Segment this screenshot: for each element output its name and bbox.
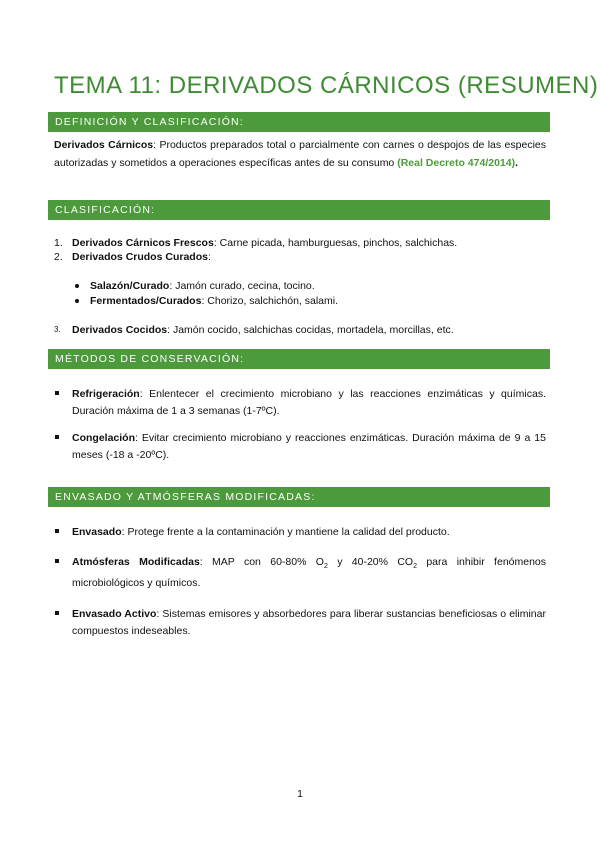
list-item-term: Refrigeración — [72, 388, 140, 400]
bullet-icon — [55, 529, 59, 533]
list-item — [72, 524, 546, 541]
list-item — [72, 554, 546, 592]
section-heading-conservacion: MÉTODOS DE CONSERVACIÓN: — [48, 349, 550, 369]
bullet-icon — [55, 559, 59, 563]
bullet-icon — [75, 284, 79, 288]
subscript: 2 — [323, 563, 328, 571]
list-number: 2. — [54, 251, 63, 263]
list-item-text: : — [207, 251, 211, 263]
sub-item-text: : Jamón curado, cecina, tocino. — [169, 280, 315, 292]
list-item-text: : Protege frente a la contaminación y mantiene la calidad del producto. — [121, 526, 450, 538]
list-item-term: Atmósferas Modificadas — [72, 556, 200, 568]
list-number: 3. — [54, 325, 61, 334]
list-item-text: : Sistemas emisores y absorbedores para liberar sustancias beneficiosas o eliminar compuestos indeseables. — [72, 608, 546, 637]
list-item — [72, 323, 454, 337]
definicion-end: . — [515, 157, 519, 169]
definicion-paragraph — [54, 136, 546, 172]
list-item-text: : Carne picada, hamburguesas, pinchos, salchichas. — [213, 237, 458, 249]
list-item-text: : Evitar crecimiento microbiano y reacciones enzimáticas. Duración máxima de 9 a 15 meses (-18 a -20ºC). — [72, 432, 546, 461]
list-item-term: Derivados Cárnicos Frescos — [72, 237, 214, 249]
page-number: 1 — [297, 788, 303, 800]
definicion-reference: (Real Decreto 474/2014) — [397, 157, 516, 169]
list-item — [72, 236, 457, 250]
sub-item-term: Fermentados/Curados — [90, 295, 202, 307]
list-item — [72, 250, 211, 264]
bullet-icon — [75, 299, 79, 303]
list-item-text: para inhibir fenómenos microbiológicos y químicos. — [72, 556, 547, 590]
list-item-term: Derivados Cocidos — [72, 324, 168, 336]
list-item — [72, 606, 546, 640]
list-item — [72, 430, 546, 464]
bullet-icon — [55, 391, 59, 395]
section-heading-envasado: ENVASADO Y ATMÓSFERAS MODIFICADAS: — [48, 487, 550, 507]
page-title: TEMA 11: DERIVADOS CÁRNICOS (RESUMEN) — [54, 72, 599, 99]
subscript: 2 — [413, 563, 417, 571]
list-item-term: Congelación — [72, 432, 136, 444]
section-heading-definicion: DEFINICIÓN Y CLASIFICACIÓN: — [48, 112, 550, 132]
sub-item-text: : Chorizo, salchichón, salami. — [201, 295, 339, 307]
list-item-text: : MAP con 60-80% O — [199, 556, 324, 568]
list-item-term: Derivados Crudos Curados — [72, 251, 208, 263]
section-heading-clasificacion: CLASIFICACIÓN: — [48, 200, 550, 220]
list-item — [72, 386, 546, 420]
sub-item-term: Salazón/Curado — [90, 280, 170, 292]
bullet-icon — [55, 611, 59, 615]
definicion-text: : Productos preparados total o parcialmente con carnes o despojos de las especies autorizadas y sometidos a operaciones específicas antes de su consumo — [54, 139, 547, 169]
definicion-term: Derivados Cárnicos — [54, 139, 154, 151]
sub-list-item — [90, 294, 338, 308]
bullet-icon — [55, 435, 59, 439]
list-item-term: Envasado Activo — [72, 608, 157, 620]
list-item-text: y 40-20% CO — [327, 556, 414, 568]
list-item-text: : Jamón cocido, salchichas cocidas, mortadela, morcillas, etc. — [167, 324, 454, 336]
sub-list-item — [90, 279, 315, 293]
list-item-text: : Enlentecer el crecimiento microbiano y las reacciones enzimáticas y químicas. Duración máxima de 1 a 3 semanas (1-7ºC). — [72, 388, 546, 417]
list-item-term: Envasado — [72, 526, 122, 538]
list-number: 1. — [54, 237, 63, 249]
